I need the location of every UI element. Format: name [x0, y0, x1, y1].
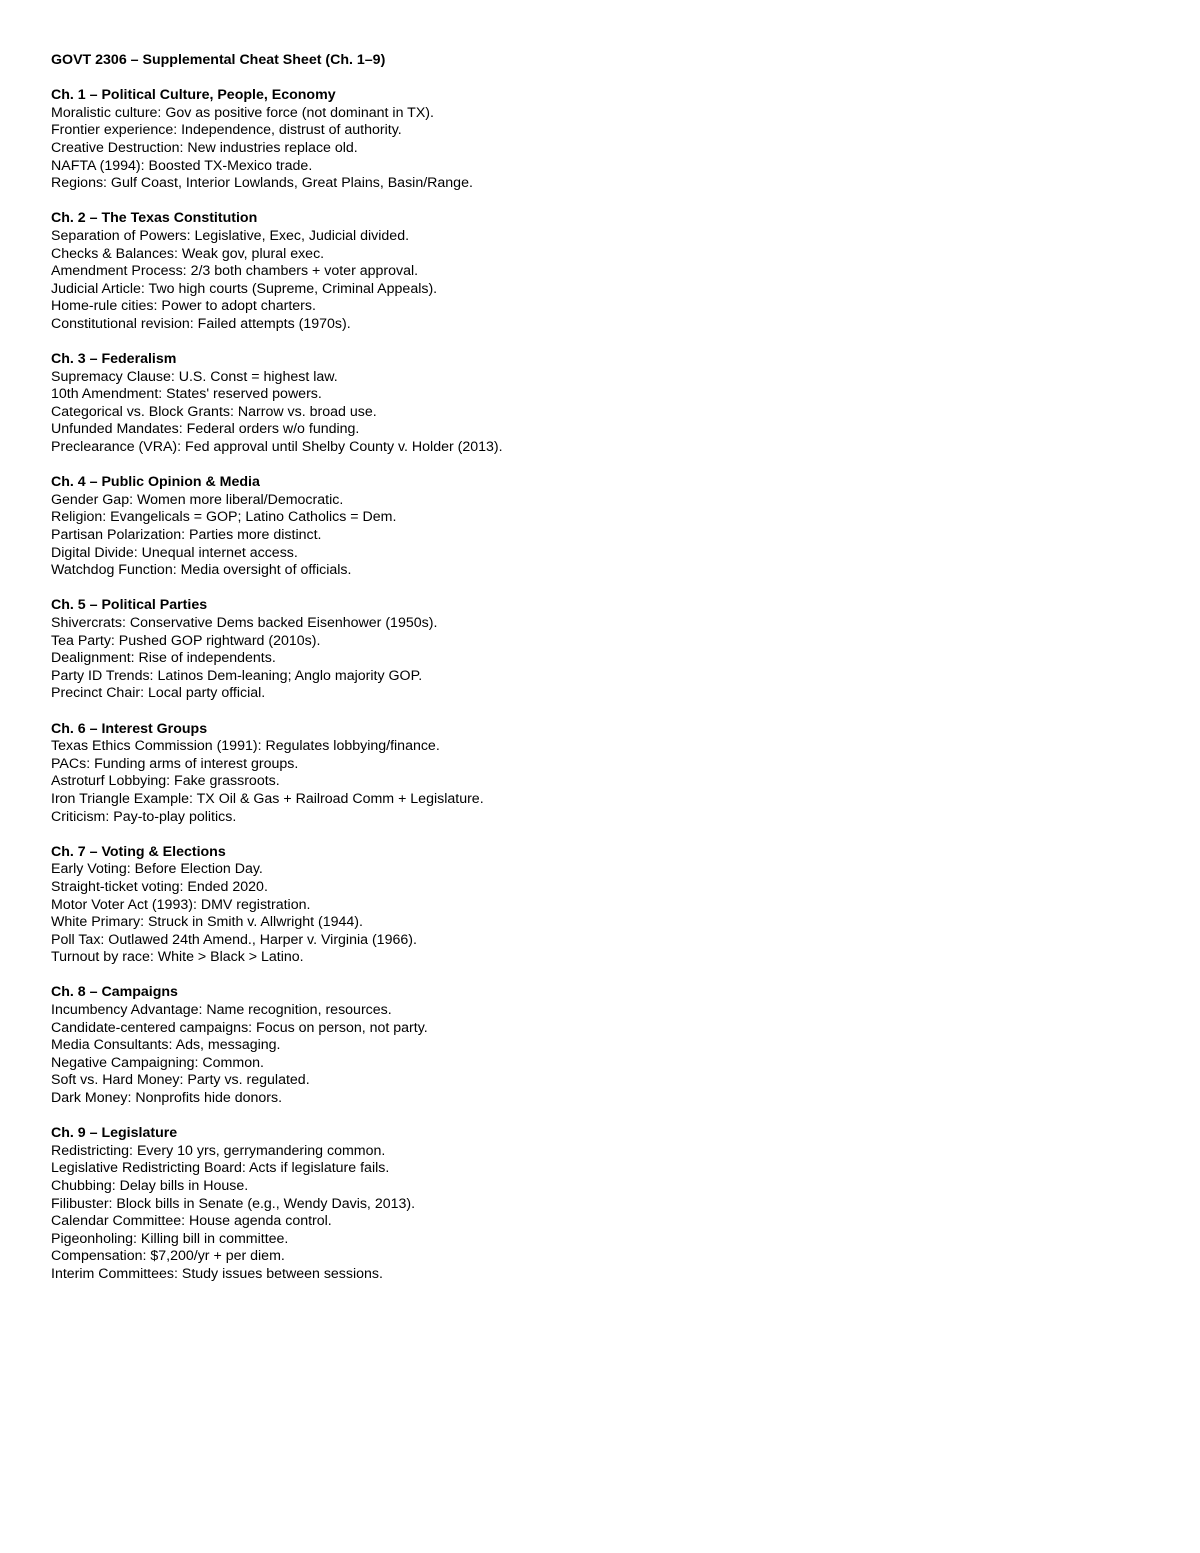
- section-line: Filibuster: Block bills in Senate (e.g., Wendy Davis, 2013).: [51, 1195, 416, 1212]
- document-title: GOVT 2306 – Supplemental Cheat Sheet (Ch. 1–9): [51, 52, 386, 68]
- section: [51, 210, 1151, 333]
- section-line: Categorical vs. Block Grants: Narrow vs. broad use.: [51, 403, 377, 420]
- section-line: Media Consultants: Ads, messaging.: [51, 1037, 281, 1054]
- section-line: Checks & Balances: Weak gov, plural exec.: [51, 245, 325, 262]
- section-heading: Ch. 9 – Legislature: [51, 1125, 178, 1142]
- section: [51, 474, 1151, 580]
- section-line: Precinct Chair: Local party official.: [51, 685, 266, 702]
- section-line: White Primary: Struck in Smith v. Allwright (1944).: [51, 914, 363, 931]
- section-line: Negative Campaigning: Common.: [51, 1054, 264, 1071]
- section-line: Turnout by race: White > Black > Latino.: [51, 949, 304, 966]
- section-line: Digital Divide: Unequal internet access.: [51, 544, 298, 561]
- section: [51, 721, 1151, 827]
- section-line: Motor Voter Act (1993): DMV registration.: [51, 896, 311, 913]
- section-heading: Ch. 2 – The Texas Constitution: [51, 210, 258, 227]
- section-line: Partisan Polarization: Parties more distinct.: [51, 527, 322, 544]
- section-heading: Ch. 8 – Campaigns: [51, 984, 178, 1001]
- section: [51, 1125, 1151, 1283]
- section-line: Incumbency Advantage: Name recognition, resources.: [51, 1002, 392, 1019]
- section: [51, 844, 1151, 967]
- section-line: Early Voting: Before Election Day.: [51, 861, 263, 878]
- section-heading: Ch. 5 – Political Parties: [51, 597, 208, 614]
- section-line: Redistricting: Every 10 yrs, gerrymandering common.: [51, 1142, 386, 1159]
- section: [51, 351, 1151, 457]
- section: [51, 87, 1151, 193]
- section-line: NAFTA (1994): Boosted TX-Mexico trade.: [51, 157, 313, 174]
- section-line: Straight-ticket voting: Ended 2020.: [51, 878, 268, 895]
- section-line: Watchdog Function: Media oversight of officials.: [51, 562, 352, 579]
- section-line: Dark Money: Nonprofits hide donors.: [51, 1090, 283, 1107]
- section-line: Preclearance (VRA): Fed approval until Shelby County v. Holder (2013).: [51, 439, 503, 456]
- section-line: Dealignment: Rise of independents.: [51, 650, 276, 667]
- section-line: Compensation: $7,200/yr + per diem.: [51, 1248, 285, 1265]
- section-line: Chubbing: Delay bills in House.: [51, 1178, 249, 1194]
- section-line: Legislative Redistricting Board: Acts if legislature fails.: [51, 1160, 390, 1177]
- section-heading: Ch. 1 – Political Culture, People, Economy: [51, 87, 336, 104]
- section-line: Criticism: Pay-to-play politics.: [51, 808, 237, 825]
- section-heading: Ch. 6 – Interest Groups: [51, 720, 208, 737]
- section-line: Amendment Process: 2/3 both chambers + voter approval.: [51, 263, 419, 280]
- section-line: Unfunded Mandates: Federal orders w/o funding.: [51, 421, 360, 438]
- section-line: Judicial Article: Two high courts (Supreme, Criminal Appeals).: [51, 280, 438, 297]
- section-heading: Ch. 3 – Federalism: [51, 351, 177, 368]
- section-line: Calendar Committee: House agenda control.: [51, 1213, 332, 1230]
- section-line: Poll Tax: Outlawed 24th Amend., Harper v. Virginia (1966).: [51, 931, 417, 948]
- section-line: Candidate-centered campaigns: Focus on person, not party.: [51, 1019, 428, 1036]
- section-line: Iron Triangle Example: TX Oil & Gas + Railroad Comm + Legislature.: [51, 790, 484, 807]
- section: [51, 597, 1151, 703]
- section-line: Gender Gap: Women more liberal/Democratic.: [51, 491, 344, 508]
- section-line: Pigeonholing: Killing bill in committee.: [51, 1230, 289, 1247]
- section-line: Tea Party: Pushed GOP rightward (2010s).: [51, 632, 321, 649]
- section-line: Regions: Gulf Coast, Interior Lowlands, Great Plains, Basin/Range.: [51, 175, 473, 192]
- section-line: Party ID Trends: Latinos Dem-leaning; Anglo majority GOP.: [51, 667, 423, 684]
- section-line: Shivercrats: Conservative Dems backed Eisenhower (1950s).: [51, 615, 438, 631]
- section-line: Creative Destruction: New industries replace old.: [51, 139, 358, 156]
- section-line: Separation of Powers: Legislative, Exec, Judicial divided.: [51, 227, 410, 244]
- section-line: Religion: Evangelicals = GOP; Latino Catholics = Dem.: [51, 509, 397, 526]
- section-line: Supremacy Clause: U.S. Const = highest law.: [51, 368, 338, 385]
- section: [51, 984, 1151, 1107]
- section-line: Soft vs. Hard Money: Party vs. regulated.: [51, 1072, 310, 1089]
- document-page: [51, 52, 1151, 1284]
- section-line: Constitutional revision: Failed attempts (1970s).: [51, 315, 351, 332]
- section-line: Texas Ethics Commission (1991): Regulates lobbying/finance.: [51, 738, 440, 755]
- section-line: Home-rule cities: Power to adopt charters.: [51, 298, 316, 315]
- section-line: 10th Amendment: States' reserved powers.: [51, 386, 322, 403]
- section-line: Moralistic culture: Gov as positive force (not dominant in TX).: [51, 104, 434, 121]
- section-heading: Ch. 4 – Public Opinion & Media: [51, 474, 260, 491]
- sections-container: [51, 87, 1151, 1283]
- section-heading: Ch. 7 – Voting & Elections: [51, 843, 226, 860]
- section-line: Frontier experience: Independence, distrust of authority.: [51, 122, 402, 139]
- section-line: Interim Committees: Study issues between sessions.: [51, 1265, 383, 1282]
- section-line: PACs: Funding arms of interest groups.: [51, 755, 299, 772]
- section-line: Astroturf Lobbying: Fake grassroots.: [51, 773, 280, 790]
